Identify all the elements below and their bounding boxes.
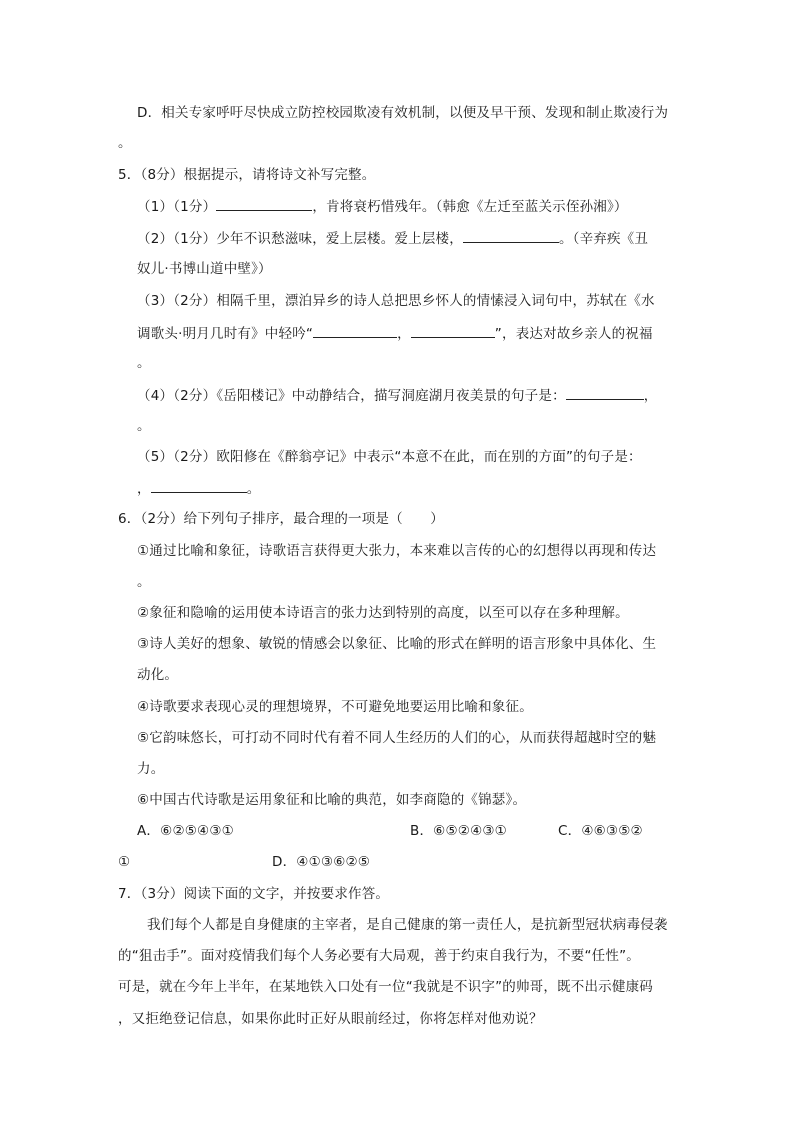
q5-item1-blank[interactable] xyxy=(216,196,312,211)
q5-item3-mid: ， xyxy=(397,326,411,342)
q5-item4-line2: 。 xyxy=(137,418,151,434)
q7-passage-line4: ，又拒绝登记信息，如果你此时正好从眼前经过，你将怎样对他劝说？ xyxy=(118,1011,543,1027)
q5-item5-prefix: ， xyxy=(137,481,151,497)
q6-stem: 6．（2分）给下列句子排序，最合理的一项是（ ） xyxy=(118,511,444,527)
q5-item1-prefix: （1）（1分） xyxy=(137,199,217,215)
q5-item2-suffix: 。（辛弃疾《丑 xyxy=(558,231,649,247)
q6-sentence4: ④诗歌要求表现心灵的理想境界，不可避免地要运用比喻和象征。 xyxy=(137,699,533,715)
q6-sentence5-line2: 力。 xyxy=(137,761,165,777)
q5-item4-line1 xyxy=(137,385,657,406)
q5-item2-prefix: （2）（1分）少年不识愁滋味，爱上层楼。爱上层楼， xyxy=(137,231,463,247)
q5-item5-blank[interactable] xyxy=(151,478,247,493)
q5-item3-line2 xyxy=(137,323,653,344)
q5-item5-line1: （5）（2分）欧阳修在《醉翁亭记》中表示“本意不在此，而在别的方面”的句子是： xyxy=(137,449,642,465)
q6-sentence3-line2: 动化。 xyxy=(137,667,179,683)
q7-passage-line1: 我们每个人都是自身健康的主宰者，是自己健康的第一责任人，是抗新型冠状病毒侵袭 xyxy=(147,917,668,933)
q7-stem: 7．（3分）阅读下面的文字，并按要求作答。 xyxy=(118,886,390,902)
q7-passage-line2: 的“狙击手”。面对疫情我们每个人务必要有大局观，善于约束自我行为，不要“任性”。 xyxy=(118,948,640,964)
q5-item1-suffix: ，肯将衰朽惜残年。（韩愈《左迁至蓝关示侄孙湘》） xyxy=(312,199,628,215)
q5-item2-line2: 奴儿·书博山道中壁》） xyxy=(137,261,272,277)
q6-option-c-line1[interactable]: C．④⑥③⑤② xyxy=(558,823,643,839)
q6-option-d[interactable]: D．④①③⑥②⑤ xyxy=(272,854,371,870)
q6-sentence3-line1: ③诗人美好的想象、敏锐的情感会以象征、比喻的形式在鲜明的语言形象中具体化、生 xyxy=(137,636,657,652)
q5-item3-prefix: 调歌头·明月几时有》中轻吟“ xyxy=(137,326,314,342)
q7-passage-line3: 可是，就在今年上半年，在某地铁入口处有一位“我就是不识字”的帅哥，既不出示健康码 xyxy=(118,979,653,995)
q6-option-c-line2[interactable]: ① xyxy=(118,854,131,870)
q5-item2-blank[interactable] xyxy=(463,228,559,243)
q5-item3-blank2[interactable] xyxy=(411,323,495,338)
q4-option-d-line1: D．相关专家呼吁尽快成立防控校园欺凌有效机制，以便及早干预、发现和制止欺凌行为 xyxy=(137,105,669,121)
q4-option-d-line2: 。 xyxy=(118,135,132,151)
q5-item3-line1: （3）（2分）相隔千里，漂泊异乡的诗人总把思乡怀人的情愫浸入词句中，苏轼在《水 xyxy=(137,293,655,309)
q5-item3-blank1[interactable] xyxy=(313,323,397,338)
q5-item3-suffix: ”，表达对故乡亲人的祝福 xyxy=(494,326,653,342)
q6-sentence1-line1: ①通过比喻和象征，诗歌语言获得更大张力，本来难以言传的心的幻想得以再现和传达 xyxy=(137,543,657,559)
q5-item4-prefix: （4）（2分）《岳阳楼记》中动静结合，描写洞庭湖月夜美景的句子是： xyxy=(137,388,566,404)
q6-sentence1-line2: 。 xyxy=(137,574,151,590)
q5-item1 xyxy=(137,196,628,217)
q5-item3-line3: 。 xyxy=(137,355,151,371)
q5-item2 xyxy=(137,228,648,249)
q5-item5-suffix: 。 xyxy=(246,481,261,497)
q6-option-b[interactable]: B．⑥⑤②④③① xyxy=(410,823,507,839)
q5-item4-blank1[interactable] xyxy=(566,385,644,400)
q6-sentence2: ②象征和隐喻的运用使本诗语言的张力达到特别的高度，以至可以存在多种理解。 xyxy=(137,605,629,621)
q5-item4-suffix: ， xyxy=(643,388,658,404)
q5-item5-line2 xyxy=(137,478,260,499)
q6-option-a[interactable]: A．⑥②⑤④③① xyxy=(137,823,234,839)
q5-stem: 5．（8分）根据提示，请将诗文补写完整。 xyxy=(118,167,376,183)
q6-sentence5-line1: ⑤它韵味悠长，可打动不同时代有着不同人生经历的人们的心，从而获得超越时空的魅 xyxy=(137,730,657,746)
q6-sentence6: ⑥中国古代诗歌是运用象征和比喻的典范，如李商隐的《锦瑟》。 xyxy=(137,792,527,808)
